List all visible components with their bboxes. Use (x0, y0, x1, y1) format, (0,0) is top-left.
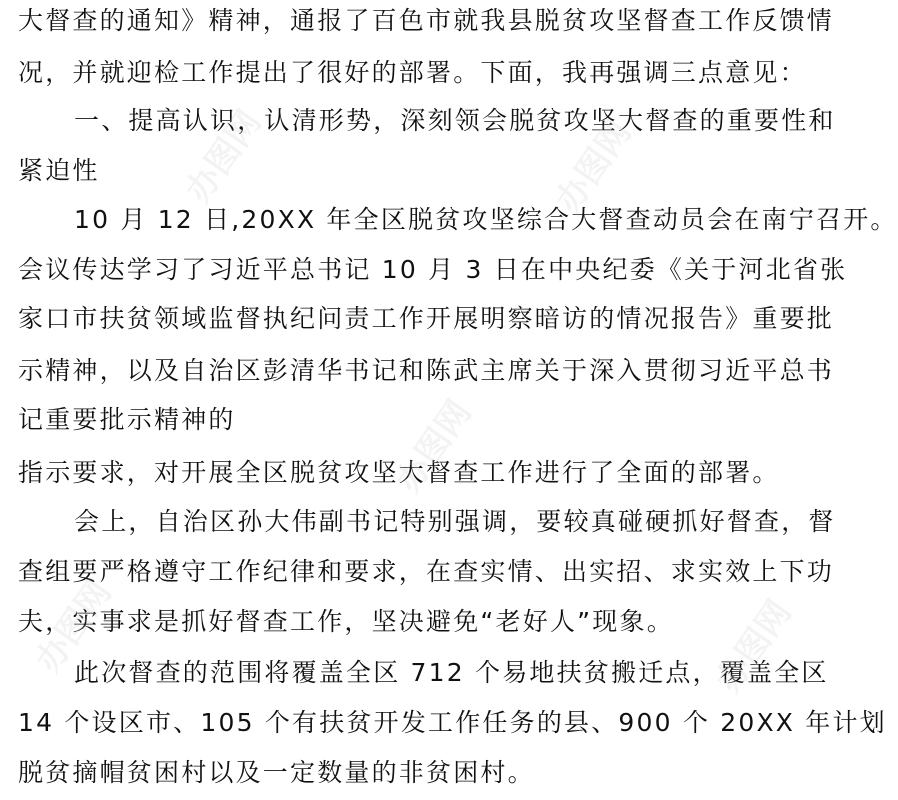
paragraph-line: 指示要求，对开展全区脱贫攻坚大督查工作进行了全面的部署。 (18, 458, 780, 487)
paragraph-line: 脱贫摘帽贫困村以及一定数量的非贫困村。 (18, 758, 535, 787)
watermark: 办图网 (178, 103, 270, 210)
paragraph-line: 示精神，以及自治区彭清华书记和陈武主席关于深入贯彻习近平总书 (18, 356, 835, 385)
watermark: 办图网 (28, 573, 120, 680)
watermark: 办图网 (388, 393, 480, 500)
paragraph-line: 14 个设区市、105 个有扶贫开发工作任务的县、900 个 20XX 年计划 (18, 708, 887, 737)
watermark: 办图网 (548, 113, 640, 220)
paragraph-line: 会上，自治区孙大伟副书记特别强调，要较真碰硬抓好督查，督 (74, 507, 836, 536)
paragraph-line: 况，并就迎检工作提出了很好的部署。下面，我再强调三点意见： (18, 58, 807, 87)
paragraph-line: 大督查的通知》精神，通报了百色市就我县脱贫攻坚督查工作反馈情 (18, 6, 835, 35)
section-heading-line: 紧迫性 (18, 156, 100, 185)
section-heading-line: 一、提高认识，认清形势，深刻领会脱贫攻坚大督查的重要性和 (74, 106, 836, 135)
paragraph-line: 会议传达学习了习近平总书记 10 月 3 日在中央纪委《关于河北省张 (18, 255, 848, 284)
paragraph-line: 夫，实事求是抓好督查工作，坚决避免“老好人”现象。 (18, 607, 674, 636)
paragraph-line: 记重要批示精神的 (18, 405, 236, 434)
paragraph-line: 此次督查的范围将覆盖全区 712 个易地扶贫搬迁点，覆盖全区 (74, 658, 829, 687)
paragraph-line: 10 月 12 日,20XX 年全区脱贫攻坚综合大督查动员会在南宁召开。 (74, 205, 898, 234)
paragraph-line: 查组要严格遵守工作纪律和要求，在查实情、出实招、求实效上下功 (18, 557, 835, 586)
watermark: 办图网 (708, 593, 800, 700)
paragraph-line: 家口市扶贫领域监督执纪问责工作开展明察暗访的情况报告》重要批 (18, 304, 835, 333)
